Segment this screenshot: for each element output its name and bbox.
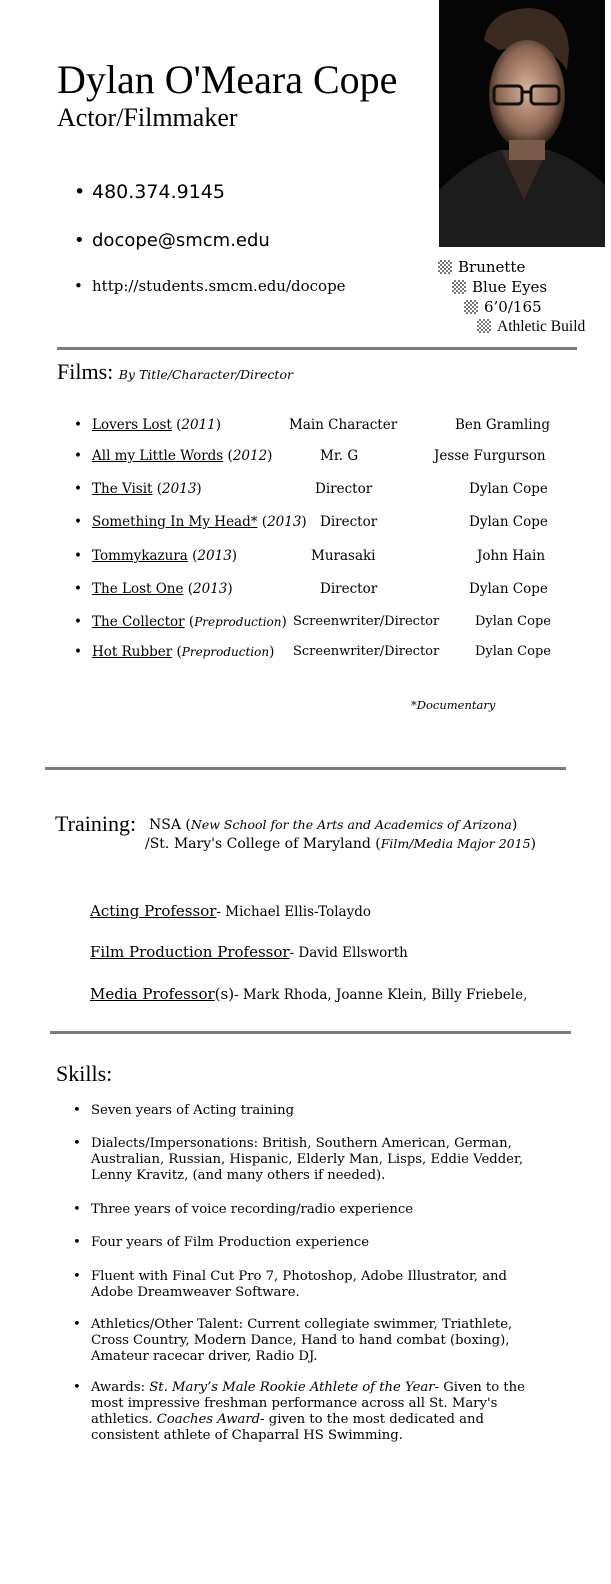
film-year: 2011 bbox=[181, 417, 216, 433]
attribute-height-weight: 6’0/165 bbox=[464, 298, 542, 316]
film-role: Mr. G bbox=[320, 448, 359, 464]
films-subtitle: By Title/Character/Director bbox=[118, 367, 293, 382]
film-row: Tommykazura (2013) Murasaki John Hain bbox=[92, 548, 546, 564]
checker-icon bbox=[464, 300, 478, 314]
film-year: 2013 bbox=[193, 581, 228, 597]
professor-media: Media Professor(s)- Mark Rhoda, Joanne Klein, Billy Friebele, bbox=[90, 985, 528, 1003]
film-title[interactable]: Tommykazura bbox=[92, 548, 188, 564]
skill-item: • Dialects/Impersonations: British, Southern American, German, Australian, Russian, Hispanic, Elderly Man, Lisps, Eddie Vedder, Lenny Kravitz, (and many others if needed). bbox=[91, 1136, 541, 1184]
film-year: 2013 bbox=[267, 514, 302, 530]
candidate-role: Actor/Filmmaker bbox=[57, 103, 238, 132]
skill-awards: • Awards: St. Mary’s Male Rookie Athlete of the Year- Given to the most impressive freshman performance across all St. Mary's athletics. Coaches Award- given to the most dedicated and consistent athlete of Chaparral HS Swimming. bbox=[91, 1380, 541, 1444]
film-role: Main Character bbox=[289, 417, 398, 433]
film-role: Director bbox=[315, 481, 373, 497]
checker-icon bbox=[477, 319, 491, 333]
film-title[interactable]: Hot Rubber bbox=[92, 644, 173, 660]
film-row: Hot Rubber (Preproduction) Screenwriter/Director Dylan Cope bbox=[92, 644, 551, 660]
training-school-1: NSA (New School for the Arts and Academics of Arizona) bbox=[149, 817, 518, 833]
film-role: Director bbox=[320, 514, 378, 530]
professor-film-production: Film Production Professor- David Ellsworth bbox=[90, 943, 408, 961]
contact-phone: • 480.374.9145 bbox=[92, 181, 225, 203]
film-role: Screenwriter/Director bbox=[293, 614, 440, 629]
film-title[interactable]: The Lost One bbox=[92, 581, 184, 597]
film-role: Screenwriter/Director bbox=[293, 644, 440, 659]
film-title[interactable]: Something In My Head* bbox=[92, 514, 258, 530]
film-year: Preproduction bbox=[194, 615, 282, 629]
film-role: Director bbox=[320, 581, 378, 597]
film-director: Dylan Cope bbox=[475, 614, 551, 629]
skill-item: • Seven years of Acting training bbox=[91, 1103, 541, 1119]
film-director: Dylan Cope bbox=[469, 581, 548, 597]
divider bbox=[50, 1031, 571, 1034]
film-year: 2013 bbox=[197, 548, 232, 564]
film-year: Preproduction bbox=[181, 645, 270, 659]
film-director: Ben Gramling bbox=[455, 417, 550, 433]
professor-acting: Acting Professor- Michael Ellis-Tolaydo bbox=[90, 902, 371, 920]
film-title[interactable]: All my Little Words bbox=[92, 448, 224, 464]
contact-website[interactable]: • http://students.smcm.edu/docope bbox=[92, 277, 346, 295]
candidate-name: Dylan O'Meara Cope bbox=[57, 57, 398, 102]
film-row: The Visit (2013) Director Dylan Cope bbox=[92, 481, 548, 497]
attribute-eyes: Blue Eyes bbox=[452, 278, 547, 296]
film-row: All my Little Words (2012) Mr. G Jesse Furgurson bbox=[92, 448, 546, 464]
film-director: John Hain bbox=[477, 548, 546, 564]
film-role: Murasaki bbox=[311, 548, 376, 564]
divider bbox=[57, 347, 577, 350]
film-row: The Collector (Preproduction) Screenwriter/Director Dylan Cope bbox=[92, 614, 551, 630]
film-year: 2013 bbox=[162, 481, 197, 497]
films-footnote: *Documentary bbox=[411, 698, 496, 712]
film-title[interactable]: The Collector bbox=[92, 614, 185, 630]
skill-item: • Four years of Film Production experience bbox=[91, 1235, 541, 1251]
headshot-illustration bbox=[439, 0, 605, 247]
skill-item: • Athletics/Other Talent: Current collegiate swimmer, Triathlete, Cross Country, Modern Dance, Hand to hand combat (boxing), Amateur racecar driver, Radio DJ. bbox=[91, 1317, 541, 1365]
checker-icon bbox=[438, 260, 452, 274]
training-heading: Training: bbox=[55, 811, 137, 836]
film-title[interactable]: Lovers Lost bbox=[92, 417, 172, 433]
film-title[interactable]: The Visit bbox=[92, 481, 153, 497]
film-year: 2012 bbox=[232, 448, 268, 464]
attribute-build: Athletic Build bbox=[477, 318, 585, 336]
film-row: Something In My Head* (2013) Director Dylan Cope bbox=[92, 514, 548, 530]
film-row: Lovers Lost (2011) Main Character Ben Gramling bbox=[92, 417, 550, 433]
film-director: Dylan Cope bbox=[469, 514, 548, 530]
film-director: Dylan Cope bbox=[475, 644, 551, 659]
training-school-2: /St. Mary's College of Maryland (Film/Media Major 2015) bbox=[145, 836, 536, 852]
skill-item: • Fluent with Final Cut Pro 7, Photoshop, Adobe Illustrator, and Adobe Dreamweaver Software. bbox=[91, 1269, 541, 1301]
divider bbox=[45, 767, 566, 770]
film-row: The Lost One (2013) Director Dylan Cope bbox=[92, 581, 548, 597]
attribute-hair: Brunette bbox=[438, 258, 525, 276]
checker-icon bbox=[452, 280, 466, 294]
skills-heading: Skills: bbox=[56, 1061, 113, 1086]
film-director: Dylan Cope bbox=[469, 481, 548, 497]
contact-email[interactable]: • docope@smcm.edu bbox=[92, 230, 270, 251]
headshot-photo bbox=[439, 0, 605, 247]
film-director: Jesse Furgurson bbox=[434, 448, 546, 464]
films-heading: Films: By Title/Character/Director bbox=[57, 359, 293, 384]
skill-item: • Three years of voice recording/radio experience bbox=[91, 1202, 541, 1218]
